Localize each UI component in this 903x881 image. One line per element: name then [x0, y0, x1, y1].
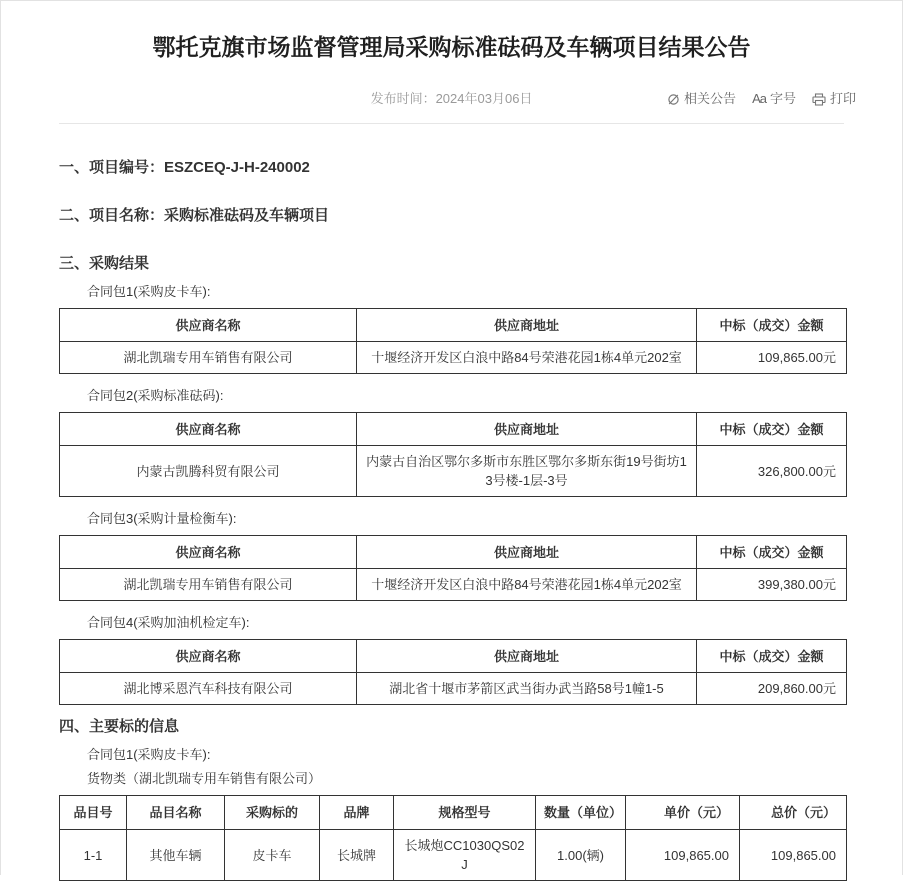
section-main-bid-info: 四、主要标的信息 [59, 718, 180, 735]
column-header: 供应商名称 [60, 413, 357, 446]
header-row [60, 309, 847, 342]
supplier-name-cell: 内蒙古凯腾科贸有限公司 [60, 446, 357, 497]
header-row [60, 413, 847, 446]
package-label: 合同包1(采购皮卡车): [87, 747, 211, 762]
section-project-name: 二、项目名称：采购标准砝码及车辆项目 [59, 207, 330, 224]
supplier-address-cell: 湖北省十堰市茅箭区武当街办武当路58号1幢1-5 [357, 673, 697, 705]
supplier-address-cell: 内蒙古自治区鄂尔多斯市东胜区鄂尔多斯东街19号街坊13号楼-1层-3号 [357, 446, 697, 497]
supplier-name-cell: 湖北博采恩汽车科技有限公司 [60, 673, 357, 705]
result-tables [59, 284, 844, 705]
page-header [59, 1, 856, 124]
column-header: 总价（元） [740, 796, 847, 830]
bid-amount-cell: 326,800.00元 [697, 446, 847, 497]
table-row [60, 673, 847, 705]
column-header: 中标（成交）金额 [697, 309, 847, 342]
column-header: 中标（成交）金额 [697, 413, 847, 446]
column-header: 采购标的 [225, 796, 320, 830]
publish-time: 发布时间：2024年03月06日 [370, 91, 533, 106]
brand-cell: 长城牌 [320, 830, 394, 881]
package-label: 合同包2(采购标准砝码): [87, 388, 224, 403]
column-header: 供应商地址 [357, 640, 697, 673]
table-row [60, 830, 847, 881]
bid-amount-cell: 109,865.00元 [697, 342, 847, 374]
total-price-cell: 109,865.00 [740, 830, 847, 881]
meta-row [59, 89, 856, 109]
font-size-icon: Aa [752, 91, 766, 106]
category-label: 货物类（湖北凯瑞专用车销售有限公司） [87, 771, 322, 786]
package-label: 合同包3(采购计量检衡车): [87, 511, 237, 526]
column-header: 单价（元） [626, 796, 740, 830]
package-label: 合同包4(采购加油机检定车): [87, 615, 250, 630]
link-icon [667, 93, 680, 106]
table-row [60, 342, 847, 374]
main-bid-table-container [59, 795, 844, 881]
supplier-address-cell: 十堰经济开发区白浪中路84号荣港花园1栋4单元202室 [357, 569, 697, 601]
font-size-label: 字号 [769, 91, 796, 106]
item-no-cell: 1-1 [60, 830, 127, 881]
page-title: 鄂托克旗市场监督管理局采购标准砝码及车辆项目结果公告 [152, 34, 751, 60]
section-procurement-result: 三、采购结果 [59, 255, 150, 272]
header-row [60, 640, 847, 673]
section-project-number: 一、项目编号：ESZCEQ-J-H-240002 [59, 159, 310, 176]
result-table-4 [59, 639, 847, 705]
toolbar [667, 89, 856, 109]
print-button[interactable] [812, 89, 856, 109]
header-separator [59, 123, 844, 124]
column-header: 品牌 [320, 796, 394, 830]
column-header: 供应商地址 [357, 413, 697, 446]
column-header: 中标（成交）金额 [697, 640, 847, 673]
supplier-address-cell: 十堰经济开发区白浪中路84号荣港花园1栋4单元202室 [357, 342, 697, 374]
print-label: 打印 [829, 91, 856, 106]
result-table-3 [59, 535, 847, 601]
table-row [60, 569, 847, 601]
column-header: 规格型号 [394, 796, 536, 830]
item-name-cell: 其他车辆 [127, 830, 225, 881]
package-label: 合同包1(采购皮卡车): [87, 284, 211, 299]
main-bid-table [59, 795, 847, 881]
result-table-1 [59, 308, 847, 374]
column-header: 数量（单位） [536, 796, 626, 830]
related-announcements-label: 相关公告 [684, 91, 737, 106]
column-header: 供应商名称 [60, 309, 357, 342]
printer-icon [812, 93, 826, 106]
column-header: 供应商名称 [60, 536, 357, 569]
column-header: 供应商地址 [357, 536, 697, 569]
table-row [60, 446, 847, 497]
font-size-button[interactable] [752, 89, 796, 109]
bid-amount-cell: 209,860.00元 [697, 673, 847, 705]
supplier-name-cell: 湖北凯瑞专用车销售有限公司 [60, 569, 357, 601]
result-table-2 [59, 412, 847, 497]
procurement-target-cell: 皮卡车 [225, 830, 320, 881]
related-announcements-link[interactable] [667, 89, 736, 109]
main-bid-section [59, 747, 844, 881]
column-header: 供应商地址 [357, 309, 697, 342]
column-header: 中标（成交）金额 [697, 536, 847, 569]
supplier-name-cell: 湖北凯瑞专用车销售有限公司 [60, 342, 357, 374]
header-row [60, 536, 847, 569]
quantity-cell: 1.00(辆) [536, 830, 626, 881]
bid-amount-cell: 399,380.00元 [697, 569, 847, 601]
unit-price-cell: 109,865.00 [626, 830, 740, 881]
model-cell: 长城炮CC1030QS02J [394, 830, 536, 881]
column-header: 品目名称 [127, 796, 225, 830]
column-header: 供应商名称 [60, 640, 357, 673]
header-row [60, 796, 847, 830]
column-header: 品目号 [60, 796, 127, 830]
